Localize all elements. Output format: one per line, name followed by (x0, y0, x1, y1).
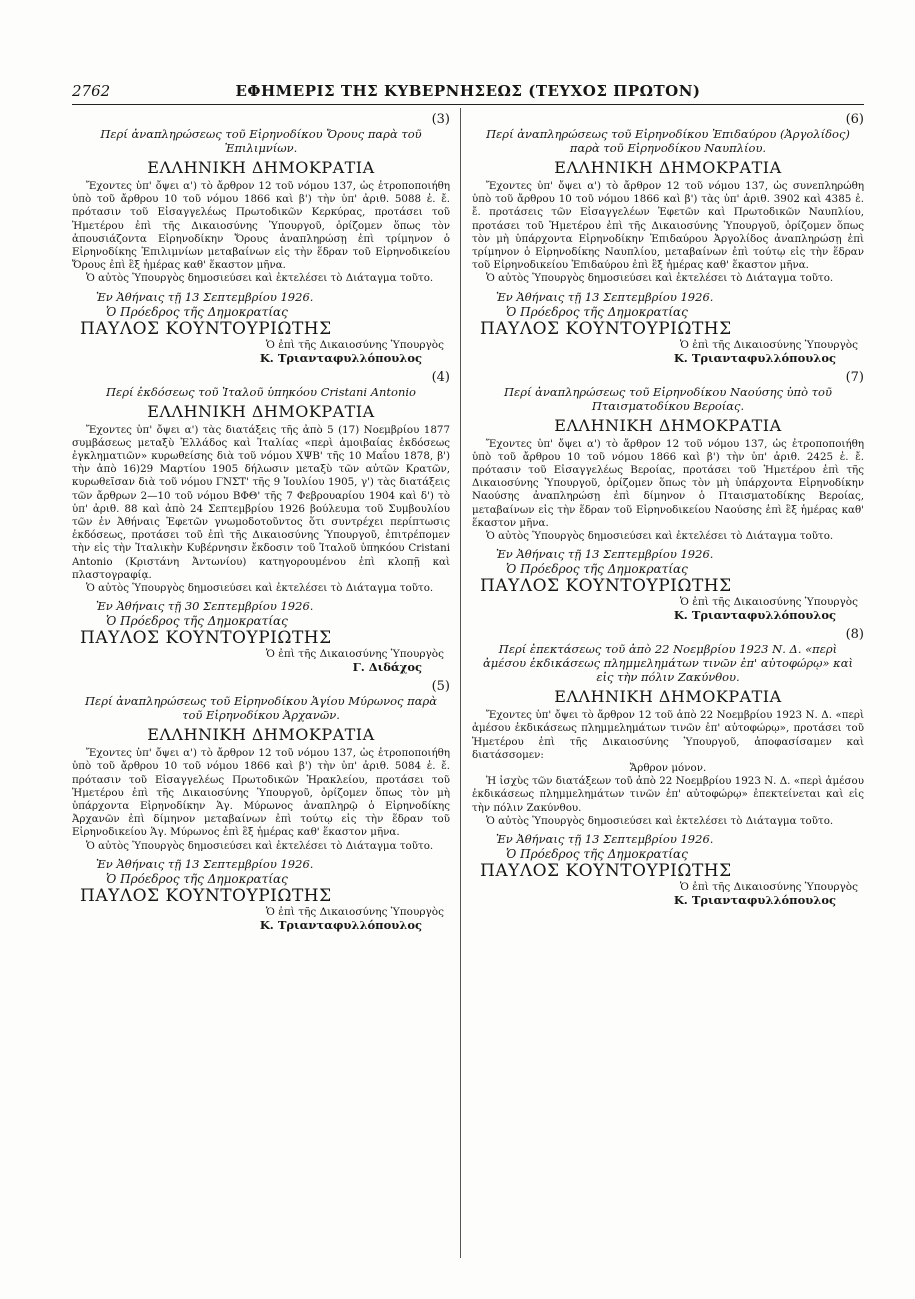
president-title: Ὁ Πρόεδρος τῆς Δημοκρατίας (106, 614, 288, 629)
minister-title: Ὁ ἐπὶ τῆς Δικαιοσύνης Ὑπουργὸς (679, 596, 858, 609)
decree-paragraph: Ὁ αὐτὸς Ὑπουργὸς δημοσιεύσει καὶ ἐκτελέσει τὸ Διάταγμα τοῦτο. (486, 272, 834, 285)
minister-name: Κ. Τριανταφυλλόπουλος (673, 893, 836, 908)
decree-paragraph: Ὁ αὐτὸς Ὑπουργὸς δημοσιεύσει καὶ ἐκτελέσει τὸ Διάταγμα τοῦτο. (486, 530, 834, 543)
decree-4 (72, 370, 450, 675)
decree-subject: Περί ἀναπληρώσεως τοῦ Εἰρηνοδίκου Ὄρους παρὰ τοῦ Ἐπιλιμνίων. (100, 127, 422, 155)
decree-paragraph: Ἔχοντες ὑπ' ὄψει α') τὸ ἄρθρον 12 τοῦ νόμου 137, ὡς συνεπληρώθη ὑπὸ τοῦ ἄρθρου 10 τοῦ νόμου 1866 καὶ β') τὰς ὑπ' ἀριθ. 3902 καὶ 4385 ἐ. ἔ. προτάσεις τῶν Εἰσαγγελέων Ἐφετῶν καὶ Πρωτοδικῶν Ναυπλίου, προτάσει τοῦ Ἡμετέρου ἐπὶ τῆς Δικαιοσύνης Ὑπουργοῦ, ὁρίζομεν ὅπως τὸν μὴ ὑπάρχοντα Εἰρηνοδίκην Ἐπιδαύρου Ἀργολίδος ἀναπληρώσῃ ἐπὶ τρίμηνον ὁ Εἰρηνοδίκης Ναυπλίου, μεταβαίνων ἐπὶ τούτῳ εἰς τὴν ἕδραν τοῦ Εἰρηνοδικείου Ἐπιδαύρου ἐπὶ ἓξ ἡμέρας καθ' ἕκαστον μῆνα. (472, 180, 864, 272)
page-number: 2762 (72, 82, 111, 100)
president-title: Ὁ Πρόεδρος τῆς Δημοκρατίας (506, 847, 688, 862)
left-column (72, 112, 450, 937)
president-name: ΠΑΥΛΟΣ ΚΟΥΝΤΟΥΡΙΩΤΗΣ (80, 318, 332, 339)
decree-article-heading: Ἄρθρον μόνον. (629, 762, 707, 775)
decree-number: (7) (845, 369, 864, 385)
decree-subject: Περί ἐπεκτάσεως τοῦ ἀπὸ 22 Νοεμβρίου 1923 Ν. Δ. «περὶ ἀμέσου ἐκδικάσεως πλημμελημάτων τινῶν ἐπ' αὐτοφώρῳ» καὶ εἰς τὴν πόλιν Ζακύνθου. (483, 642, 853, 685)
president-title: Ὁ Πρόεδρος τῆς Δημοκρατίας (106, 871, 288, 886)
decree-body (472, 709, 864, 828)
column-divider (460, 108, 461, 1258)
president-title: Ὁ Πρόεδρος τῆς Δημοκρατίας (506, 304, 688, 319)
decree-paragraph: Ὁ αὐτὸς Ὑπουργὸς δημοσιεύσει καὶ ἐκτελέσει τὸ Διάταγμα τοῦτο. (86, 582, 434, 595)
gazette-title: ΕΦΗΜΕΡΙΣ ΤΗΣ ΚΥΒΕΡΝΗΣΕΩΣ (ΤΕΥΧΟΣ ΠΡΩΤΟΝ) (235, 82, 701, 100)
minister-title: Ὁ ἐπὶ τῆς Δικαιοσύνης Ὑπουργὸς (265, 905, 444, 918)
republic-heading: ΕΛΛΗΝΙΚΗ ΔΗΜΟΚΡΑΤΙΑ (554, 158, 782, 177)
president-title: Ὁ Πρόεδρος τῆς Δημοκρατίας (106, 304, 288, 319)
decree-paragraph: Ἔχοντες ὑπ' ὄψει α') τὸ ἄρθρον 12 τοῦ νόμου 137, ὡς ἐτροποποιήθη ὑπὸ τοῦ ἄρθρου 10 τοῦ νόμου 1866 καὶ β') τὴν ὑπ' ἀριθ. 2425 ἐ. ἔ. πρότασιν τοῦ Εἰσαγγελέως Βεροίας, προτάσει τοῦ Ἡμετέρου ἐπὶ τῆς Δικαιοσύνης Ὑπουργοῦ, ὁρίζομεν ὅπως τὸν μὴ ὑπάρχοντα Εἰρηνοδίκην Ναούσης ἀναπληρώσῃ ἐπὶ δίμηνον ὁ Πταισματοδίκης Βεροίας, μεταβαίνων εἰς τὴν ἕδραν τοῦ Εἰρηνοδικείου Ναούσης ἐπὶ ἓξ ἡμέρας καθ' ἕκαστον μῆνα. (472, 437, 864, 529)
president-name: ΠΑΥΛΟΣ ΚΟΥΝΤΟΥΡΙΩΤΗΣ (480, 576, 732, 597)
president-name: ΠΑΥΛΟΣ ΚΟΥΝΤΟΥΡΙΩΤΗΣ (80, 885, 332, 906)
decree-body (472, 180, 864, 286)
decree-subject: Περί ἀναπληρώσεως τοῦ Εἰρηνοδίκου Ἐπιδαύρου (Ἀργολίδος) παρὰ τοῦ Εἰρηνοδίκου Ναυπλίου. (486, 127, 850, 155)
decree-date: Ἐν Ἀθήναις τῇ 13 Σεπτεμβρίου 1926. (496, 547, 714, 562)
republic-heading: ΕΛΛΗΝΙΚΗ ΔΗΜΟΚΡΑΤΙΑ (147, 158, 375, 177)
minister-name: Κ. Τριανταφυλλόπουλος (673, 608, 836, 623)
decree-body (72, 180, 450, 286)
decree-number: (3) (431, 112, 450, 127)
decree-subject: Περί ἀναπληρώσεως τοῦ Εἰρηνοδίκου Ναούσης ὑπὸ τοῦ Πταισματοδίκου Βεροίας. (504, 384, 832, 413)
republic-heading: ΕΛΛΗΝΙΚΗ ΔΗΜΟΚΡΑΤΙΑ (554, 415, 782, 435)
decree-paragraph: Ὁ αὐτὸς Ὑπουργὸς δημοσιεύσει καὶ ἐκτελέσει τὸ Διάταγμα τοῦτο. (486, 814, 834, 827)
decree-6 (472, 112, 864, 365)
decree-paragraph: Ἔχοντες ὑπ' ὄψει α') τὸ ἄρθρον 12 τοῦ νόμου 137, ὡς ἐτροποποιήθη ὑπὸ τοῦ ἄρθρου 10 τοῦ νόμου 1866 καὶ β') τὴν ὑπ' ἀριθ. 5088 ἐ. ἔ. πρότασιν τοῦ Εἰσαγγελέως Πρωτοδικῶν Κερκύρας, προτάσει τοῦ Ἡμετέρου ἐπὶ τῆς Δικαιοσύνης Ὑπουργοῦ, ὁρίζομεν ὅπως τὸν ἀπουσιάζοντα Εἰρηνοδίκην Ὄρους ἀναπληρώσῃ ἐπὶ τρίμηνον ὁ Εἰρηνοδίκης Ἐπιλιμνίων μεταβαίνων εἰς τὴν ἕδραν τοῦ Εἰρηνοδικείου Ὄρους ἐπὶ ἓξ ἡμέρας καθ' ἕκαστον μῆνα. (72, 180, 450, 272)
decree-date: Ἐν Ἀθήναις τῇ 13 Σεπτεμβρίου 1926. (496, 289, 714, 304)
decree-8 (472, 627, 864, 907)
decree-paragraph: Ὁ αὐτὸς Ὑπουργὸς δημοσιεύσει καὶ ἐκτελέσει τὸ Διάταγμα τοῦτο. (86, 272, 434, 285)
minister-title: Ὁ ἐπὶ τῆς Δικαιοσύνης Ὑπουργὸς (265, 338, 444, 351)
decree-5 (72, 679, 450, 932)
minister-name: Κ. Τριανταφυλλόπουλος (259, 350, 422, 365)
republic-heading: ΕΛΛΗΝΙΚΗ ΔΗΜΟΚΡΑΤΙΑ (147, 401, 375, 421)
minister-name: Κ. Τριανταφυλλόπουλος (673, 350, 836, 365)
decree-paragraph: Ἔχοντες ὑπ' ὄψει τὸ ἄρθρον 12 τοῦ ἀπὸ 22 Νοεμβρίου 1923 Ν. Δ. «περὶ ἀμέσου ἐκδικάσεως πλημμελημάτων τινῶν ἐπ' αὐτοφώρῳ», προτάσει τοῦ Ἡμετέρου ἐπὶ τῆς Δικαιοσύνης Ὑπουργοῦ, ἀποφασίσαμεν καὶ διατάσσομεν: (472, 709, 864, 761)
decree-body (472, 438, 864, 544)
decree-subject: Περί ἐκδόσεως τοῦ Ἰταλοῦ ὑπηκόου Cristani Antonio (106, 384, 416, 399)
minister-title: Ὁ ἐπὶ τῆς Δικαιοσύνης Ὑπουργὸς (265, 648, 444, 661)
decree-body (72, 424, 450, 596)
decree-number: (5) (431, 679, 450, 695)
republic-heading: ΕΛΛΗΝΙΚΗ ΔΗΜΟΚΡΑΤΙΑ (554, 687, 782, 707)
right-column (472, 112, 864, 912)
decree-7 (472, 370, 864, 623)
decree-date: Ἐν Ἀθήναις τῇ 30 Σεπτεμβρίου 1926. (96, 599, 314, 614)
decree-date: Ἐν Ἀθήναις τῇ 13 Σεπτεμβρίου 1926. (496, 832, 714, 847)
page-header (72, 80, 864, 105)
decree-paragraph: Ὁ αὐτὸς Ὑπουργὸς δημοσιεύσει καὶ ἐκτελέσει τὸ Διάταγμα τοῦτο. (86, 839, 434, 852)
president-title: Ὁ Πρόεδρος τῆς Δημοκρατίας (506, 562, 688, 577)
minister-name: Κ. Τριανταφυλλόπουλος (259, 917, 422, 932)
minister-title: Ὁ ἐπὶ τῆς Δικαιοσύνης Ὑπουργὸς (679, 881, 858, 894)
decree-date: Ἐν Ἀθήναις τῇ 13 Σεπτεμβρίου 1926. (96, 856, 314, 871)
decree-paragraph: Ἔχοντες ὑπ' ὄψει α') τὸ ἄρθρον 12 τοῦ νόμου 137, ὡς ἐτροποποιήθη ὑπὸ τοῦ ἄρθρου 10 τοῦ νόμου 1866 καὶ β') τὴν ὑπ' ἀριθ. 5084 ἐ. ἔ. πρότασιν τοῦ Εἰσαγγελέως Πρωτοδικῶν Ἡρακλείου, προτάσει τοῦ Ἡμετέρου ἐπὶ τῆς Δικαιοσύνης Ὑπουργοῦ, ὁρίζομεν ὅπως τὸν μὴ ὑπάρχοντα Εἰρηνοδίκην Ἁγ. Μύρωνος ἀναπληρῷ ὁ Εἰρηνοδίκης Ἀρχανῶν ἐπὶ δίμηνον μεταβαίνων ἐπὶ τούτῳ εἰς τὴν ἕδραν τοῦ Εἰρηνοδικείου Ἁγ. Μύρωνος ἐπὶ ἓξ ἡμέρας καθ' ἕκαστον μῆνα. (72, 747, 450, 839)
president-name: ΠΑΥΛΟΣ ΚΟΥΝΤΟΥΡΙΩΤΗΣ (80, 628, 332, 649)
minister-title: Ὁ ἐπὶ τῆς Δικαιοσύνης Ὑπουργὸς (679, 338, 858, 351)
decree-paragraph: Ἔχοντες ὑπ' ὄψει α') τὰς διατάξεις τῆς ἀπὸ 5 (17) Νοεμβρίου 1877 συμβάσεως μεταξὺ Ἑλλάδος καὶ Ἰταλίας «περὶ ἀμοιβαίας ἐκδόσεως ἐγκληματιῶν» κυρωθείσης διὰ τοῦ νόμου ΧΨΒ' τῆς 10 Μαΐου 1878, β') τὴν ἀπὸ 16)29 Μαρτίου 1905 δήλωσιν μεταξὺ τῶν αὐτῶν Κρατῶν, κυρωθεῖσαν διὰ τοῦ νόμου ΓΝΣΤ' τῆς 9 Ἰουλίου 1905, γ') τὰς διατάξεις τῶν ἄρθρων 2—10 τοῦ νόμου ΒΦΘ' τῆς 7 Φεβρουαρίου 1904 καὶ δ') τὸ ὑπ' ἀριθ. 88 καὶ ἀπὸ 24 Σεπτεμβρίου 1926 βούλευμα τοῦ Συμβουλίου τῶν ἐν Ἀθήναις Ἐφετῶν γνωμοδοτοῦντος ὅτι συντρέχει περίπτωσις ἐκδόσεως, προτάσει τοῦ ἐπὶ τῆς Δικαιοσύνης Ὑπουργοῦ, ἐπιτρέπομεν τὴν εἰς τὴν Ἰταλικὴν Κυβέρνησιν ἔκδοσιν τοῦ Ἰταλοῦ ὑπηκόου Cristani Antonio (Κριστάνη Ἀντωνίου) κατηγορουμένου ἐπὶ κλοπῇ καὶ πλαστογραφίᾳ. (72, 423, 450, 581)
decree-subject: Περί ἀναπληρώσεως τοῦ Εἰρηνοδίκου Ἁγίου Μύρωνος παρὰ τοῦ Εἰρηνοδίκου Ἀρχανῶν. (85, 694, 437, 723)
decree-3 (72, 112, 450, 365)
decree-number: (6) (845, 112, 864, 127)
decree-paragraph: Ἡ ἰσχὺς τῶν διατάξεων τοῦ ἀπὸ 22 Νοεμβρίου 1923 Ν. Δ. «περὶ ἀμέσου ἐκδικάσεως πλημμελημάτων τινῶν ἐπ' αὐτοφώρῳ» ἐπεκτείνεται καὶ εἰς τὴν πόλιν Ζακύνθου. (472, 775, 864, 814)
decree-number: (4) (431, 369, 450, 385)
president-name: ΠΑΥΛΟΣ ΚΟΥΝΤΟΥΡΙΩΤΗΣ (480, 861, 732, 882)
minister-name: Γ. Διδάχος (352, 660, 422, 675)
decree-date: Ἐν Ἀθήναις τῇ 13 Σεπτεμβρίου 1926. (96, 289, 314, 304)
president-name: ΠΑΥΛΟΣ ΚΟΥΝΤΟΥΡΙΩΤΗΣ (480, 318, 732, 339)
decree-body (72, 747, 450, 853)
republic-heading: ΕΛΛΗΝΙΚΗ ΔΗΜΟΚΡΑΤΙΑ (147, 725, 375, 745)
decree-number: (8) (845, 627, 864, 643)
